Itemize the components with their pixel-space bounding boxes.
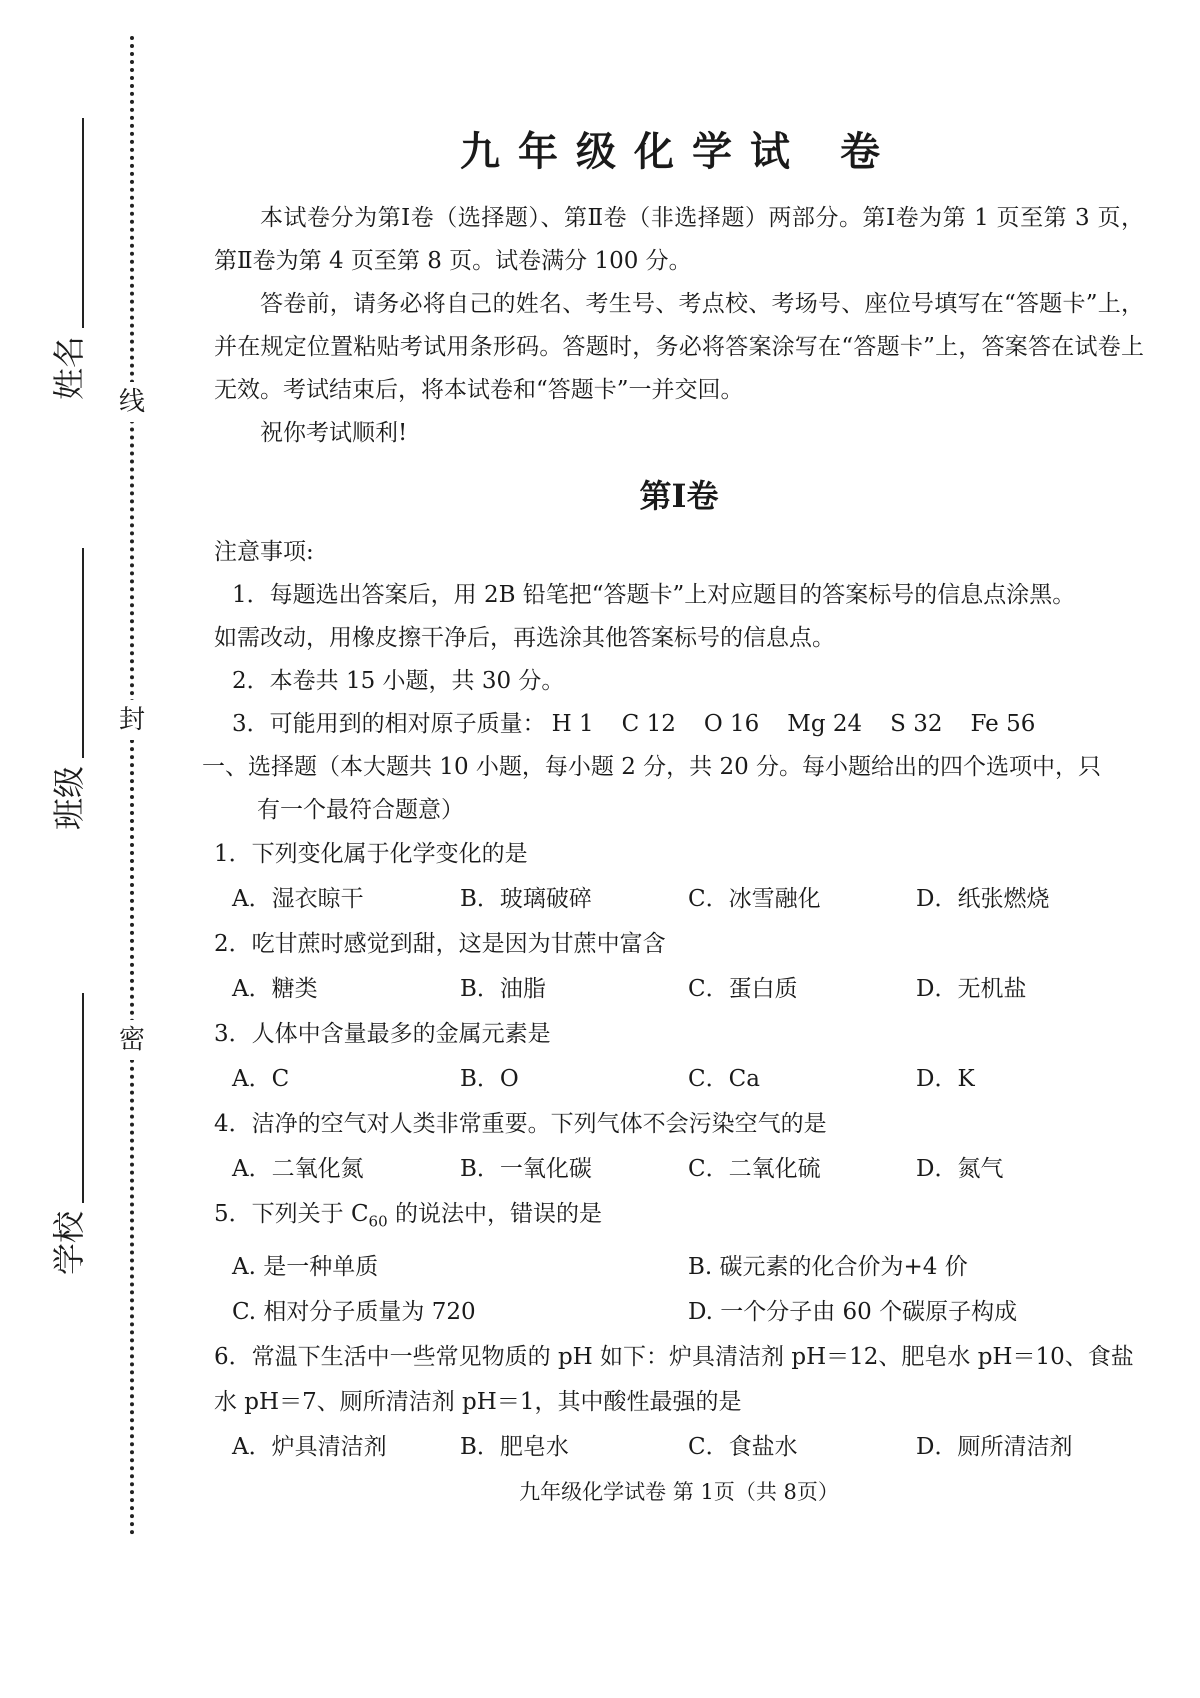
exam-content [202, 110, 1144, 1510]
intro-paragraph-2: 答卷前，请务必将自己的姓名、考生号、考点校、考场号、座位号填写在“答题卡”上，并在规定位置粘贴考试用条形码。答题时，务必将答案涂写在“答题卡”上，答案答在试卷上无效。考试结束后，将本试卷和“答题卡”一并交回。 [214, 291, 1144, 403]
atomic-mass: H 1 [551, 711, 594, 737]
note-item-2: 2．本卷共 15 小题，共 30 分。 [232, 668, 565, 694]
option-c[interactable]: C．冰雪融化 [688, 886, 821, 912]
school-label: 学校 [50, 1210, 88, 1275]
class-field [44, 548, 90, 830]
option-b[interactable]: B. 碳元素的化合价为+4 价 [688, 1253, 968, 1280]
atomic-mass: Mg 24 [787, 711, 863, 737]
school-field [44, 993, 90, 1275]
option-a[interactable]: A. 是一种单质 [232, 1253, 379, 1280]
section-title: 第Ⅰ卷 [639, 477, 719, 515]
question-stem: 3．人体中含量最多的金属元素是 [214, 1021, 551, 1047]
question-stem-cont: 水 pH＝7、厕所清洁剂 pH＝1，其中酸性最强的是 [214, 1388, 742, 1415]
intro-paragraph-3: 祝你考试顺利! [260, 420, 408, 446]
option-c[interactable]: C．Ca [688, 1066, 760, 1092]
question-stem: 1．下列变化属于化学变化的是 [214, 841, 528, 867]
school-blank[interactable] [50, 993, 84, 1203]
name-blank[interactable] [50, 118, 84, 328]
note-item-3 [214, 703, 1144, 746]
question-options [214, 1245, 1144, 1290]
option-c[interactable]: C．二氧化硫 [688, 1156, 821, 1182]
option-b[interactable]: B．油脂 [460, 976, 546, 1002]
option-c[interactable]: C. 相对分子质量为 720 [232, 1298, 476, 1325]
atomic-mass: S 32 [890, 711, 943, 737]
binding-word-seal: 封 [118, 700, 146, 740]
notes-heading: 注意事项: [214, 539, 314, 565]
option-b[interactable]: B．O [460, 1066, 519, 1092]
option-a[interactable]: A．炉具清洁剂 [232, 1433, 387, 1460]
question-stem [214, 1192, 1144, 1245]
note-item-1: 1．每题选出答案后，用 2B 铅笔把“答题卡”上对应题目的答案标号的信息点涂黑。 [232, 582, 1076, 608]
question-options [214, 877, 1144, 922]
part1-heading: 一、选择题（本大题共 10 小题，每小题 2 分，共 20 分。每小题给出的四个选项中，只 [202, 754, 1102, 780]
option-b[interactable]: B．一氧化碳 [460, 1156, 592, 1182]
option-a[interactable]: A．糖类 [232, 976, 318, 1002]
question-stem: 4．洁净的空气对人类非常重要。下列气体不会污染空气的是 [214, 1111, 827, 1137]
option-d[interactable]: D. 一个分子由 60 个碳原子构成 [688, 1298, 1018, 1325]
binding-dotted-line [130, 36, 134, 1536]
option-b[interactable]: B．肥皂水 [460, 1433, 569, 1460]
part1-heading-cont: 有一个最符合题意） [257, 797, 464, 823]
question-options [214, 1290, 1144, 1335]
question-stem-post: 的说法中，错误的是 [387, 1201, 602, 1227]
option-b[interactable]: B．玻璃破碎 [460, 886, 592, 912]
page-footer: 九年级化学试卷 第 1页（共 8页） [519, 1479, 839, 1504]
option-d[interactable]: D．纸张燃烧 [916, 886, 1050, 912]
class-label: 班级 [50, 765, 88, 830]
atomic-mass: Fe 56 [970, 711, 1036, 737]
option-d[interactable]: D．厕所清洁剂 [916, 1433, 1073, 1460]
atomic-mass: C 12 [621, 711, 676, 737]
name-label: 姓名 [50, 335, 88, 400]
option-d[interactable]: D．无机盐 [916, 976, 1027, 1002]
option-a[interactable]: A．二氧化氮 [232, 1156, 364, 1182]
intro-paragraph-1: 本试卷分为第Ⅰ卷（选择题）、第Ⅱ卷（非选择题）两部分。第Ⅰ卷为第 1 页至第 3 页，第Ⅱ卷为第 4 页至第 8 页。试卷满分 100 分。 [214, 205, 1144, 274]
question-options [214, 1147, 1144, 1192]
question-options [214, 967, 1144, 1012]
question-stem-pre: 5．下列关于 C [214, 1201, 369, 1227]
page-title: 九年级化学试 卷 [460, 128, 898, 175]
note-item-3-label: 3．可能用到的相对原子质量： [232, 711, 546, 737]
binding-word-secret: 密 [118, 1020, 146, 1060]
class-blank[interactable] [50, 548, 84, 758]
question-options [214, 1425, 1144, 1470]
option-d[interactable]: D．氮气 [916, 1156, 1004, 1182]
option-c[interactable]: C．食盐水 [688, 1433, 798, 1460]
option-a[interactable]: A．C [232, 1066, 290, 1092]
question-stem: 6．常温下生活中一些常见物质的 pH 如下：炉具清洁剂 pH＝12、肥皂水 pH＝10、食盐 [214, 1343, 1134, 1370]
note-item-1-cont: 如需改动，用橡皮擦干净后，再选涂其他答案标号的信息点。 [214, 625, 835, 651]
option-a[interactable]: A．湿衣晾干 [232, 886, 364, 912]
option-c[interactable]: C．蛋白质 [688, 976, 798, 1002]
subscript: 60 [368, 1212, 388, 1231]
question-options [214, 1057, 1144, 1102]
name-field [44, 118, 90, 400]
question-stem: 2．吃甘蔗时感觉到甜，这是因为甘蔗中富含 [214, 931, 666, 957]
option-d[interactable]: D．K [916, 1066, 975, 1092]
atomic-mass: O 16 [703, 711, 760, 737]
binding-word-line: 线 [118, 382, 146, 422]
